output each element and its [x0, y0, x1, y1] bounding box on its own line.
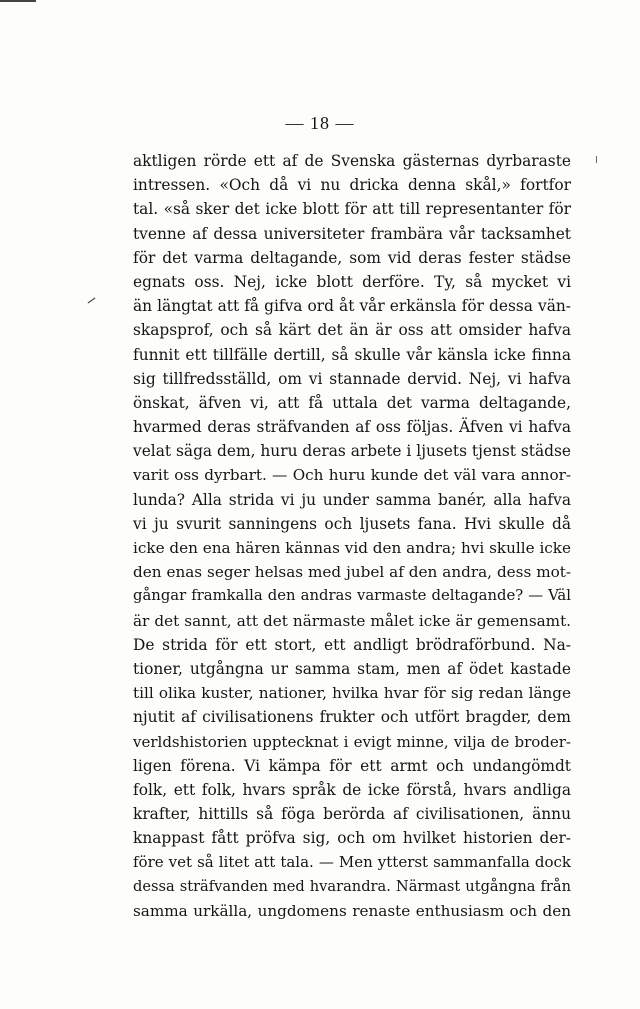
text-line: funnit ett tillfälle dertill, så skulle vår känsla icke finna [133, 345, 571, 364]
text-line: De strida för ett stort, ett andligt brödraförbund. Na- [133, 635, 571, 654]
text-line: samma urkälla, ungdomens renaste enthusiasm och den [133, 901, 571, 920]
text-line: tal. «så sker det icke blott för att till representanter för [133, 200, 571, 219]
text-line: önskat, äfven vi, att få uttala det varma deltagande, [133, 393, 571, 412]
text-line: till olika kuster, nationer, hvilka hvar för sig redan länge [133, 684, 571, 703]
text-line: tvenne af dessa universiteter frambära vår tacksamhet [133, 224, 571, 243]
scan-edge-mark [0, 0, 36, 2]
text-line: än längtat att få gifva ord åt vår erkänsla för dessa vän- [133, 297, 571, 316]
text-line: njutit af civilisationens frukter och utfört bragder, dem [133, 708, 571, 727]
margin-ink-speck [596, 156, 597, 163]
text-line: den enas seger helsas med jubel af den andra, dess mot- [133, 563, 571, 582]
text-line: sig tillfredsställd, om vi stannade dervid. Nej, vi hafva [133, 369, 571, 388]
text-line: är det sannt, att det närmaste målet icke är gemensamt. [133, 611, 571, 630]
page-number: — 18 — [285, 113, 355, 133]
text-line: intressen. «Och då vi nu dricka denna skål,» fortfor [133, 176, 571, 195]
text-line: egnats oss. Nej, icke blott derföre. Ty, så mycket vi [133, 272, 571, 291]
text-line: ligen förena. Vi kämpa för ett armt och undangömdt [133, 756, 571, 775]
text-line: tioner, utgångna ur samma stam, men af ödet kastade [133, 659, 571, 678]
text-line: aktligen rörde ett af de Svenska gästernas dyrbaraste [133, 152, 571, 170]
text-line: för det varma deltagande, som vid deras fester städse [133, 248, 571, 267]
text-line: lunda? Alla strida vi ju under samma banér, alla hafva [133, 490, 571, 509]
text-line: verldshistorien upptecknat i evigt minne, vilja de broder- [133, 732, 571, 751]
text-line: varit oss dyrbart. — Och huru kunde det väl vara annor- [133, 466, 571, 485]
text-line: folk, ett folk, hvars språk de icke förstå, hvars andliga [133, 780, 571, 799]
body-text [133, 149, 571, 923]
text-line: dessa sträfvanden med hvarandra. Närmast utgångna från [133, 877, 571, 895]
text-line: gångar framkalla den andras varmaste deltagande? — Väl [133, 587, 571, 605]
text-line: knappast fått pröfva sig, och om hvilket historien der- [133, 829, 571, 848]
text-line: krafter, hittills så föga berörda af civilisationen, ännu [133, 805, 571, 824]
text-line: före vet så litet att tala. — Men ytterst sammanfalla dock [133, 853, 571, 872]
text-line: vi ju svurit sanningens och ljusets fana. Hvi skulle då [133, 514, 571, 533]
text-line: icke den ena hären kännas vid den andra; hvi skulle icke [133, 539, 571, 557]
text-line: hvarmed deras sträfvanden af oss följas. Äfven vi hafva [133, 418, 571, 437]
text-line: skapsprof, och så kärt det än är oss att omsider hafva [133, 321, 571, 340]
margin-pencil-mark [88, 298, 96, 304]
text-line: velat säga dem, huru deras arbete i ljusets tjenst städse [133, 442, 571, 461]
